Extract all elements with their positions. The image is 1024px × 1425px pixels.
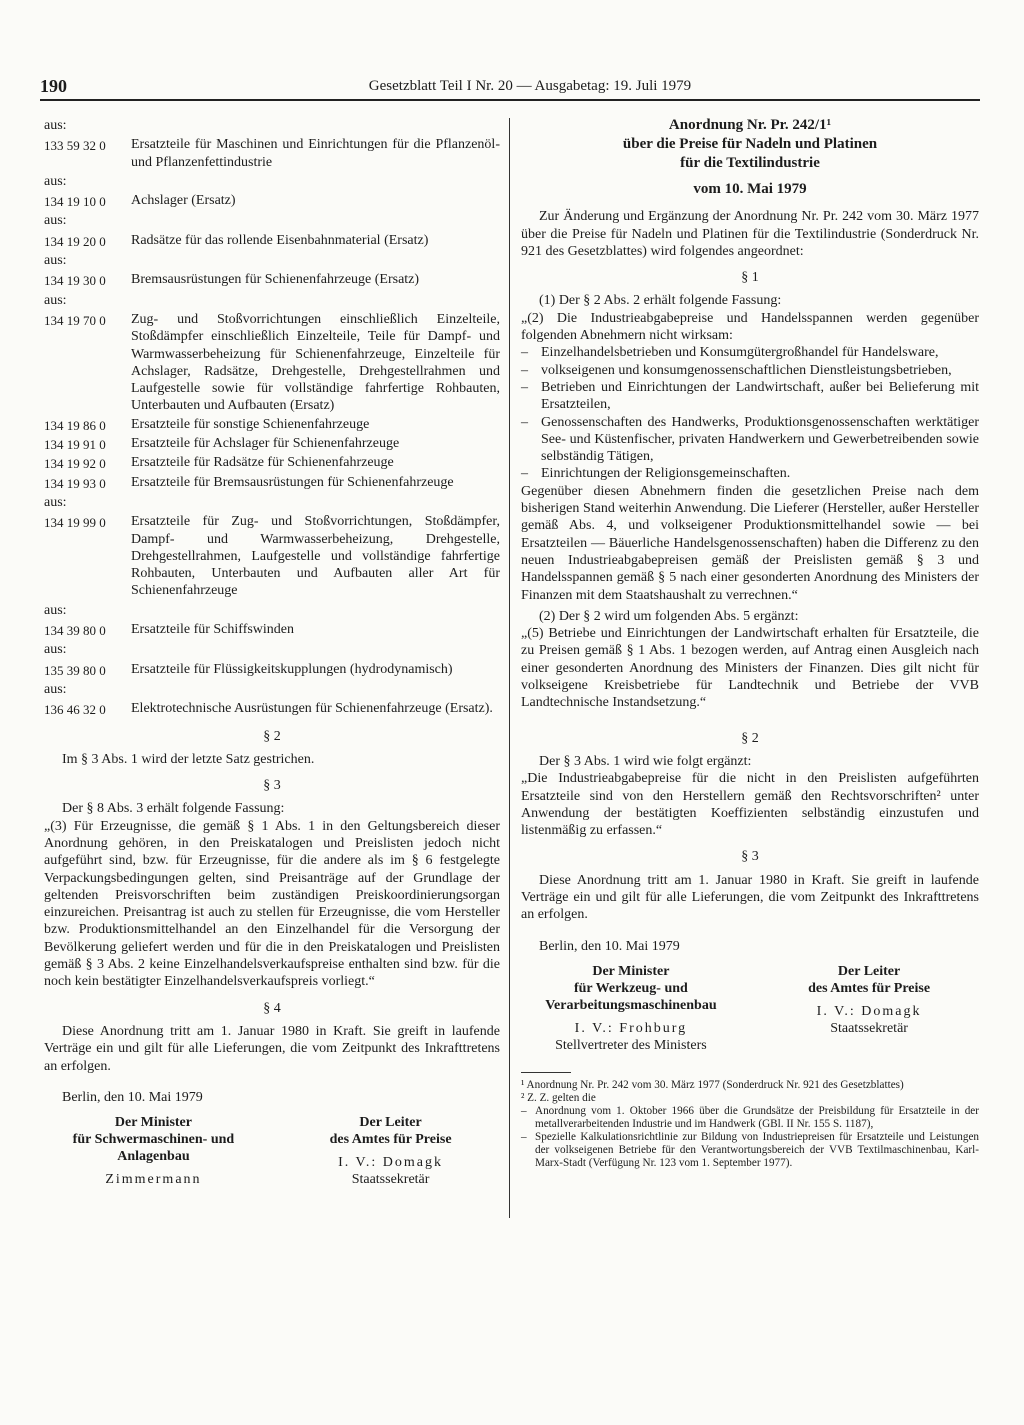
ordinance-date: vom 10. Mai 1979 (693, 181, 807, 197)
footnote-2-list (521, 1105, 979, 1170)
left-s3-heading: § 3 (263, 778, 281, 794)
footnote-item-text: Anordnung vom 1. Oktober 1966 über die Grundsätze der Preisbildung für Ersatzteile in der metallverarbeitenden Industrie und im Handwerk (GBl. II Nr. 155 S. 1187), (535, 1105, 979, 1131)
footnote-item (521, 1131, 979, 1170)
product-item (44, 136, 500, 171)
product-code: 136 46 32 0 (44, 702, 106, 718)
aus-label: aus: (44, 173, 67, 189)
left-s2-text: Im § 3 Abs. 1 wird der letzte Satz gestrichen. (62, 751, 315, 767)
right-column (521, 116, 979, 1170)
signature-title: Der Minister für Werkzeug- und Verarbeitungsmaschinenbau (545, 963, 717, 1013)
left-signatures (44, 1114, 500, 1189)
product-description: Elektrotechnische Ausrüstungen für Schienenfahrzeuge (Ersatz). (131, 701, 493, 717)
aus-label: aus: (44, 681, 67, 697)
aus-label: aus: (44, 602, 67, 618)
product-description: Ersatzteile für Radsätze für Schienenfahrzeuge (131, 455, 394, 471)
product-code: 134 19 86 0 (44, 417, 106, 433)
header-rule (40, 99, 980, 101)
column-divider (509, 118, 510, 1218)
ordinance-intro: Zur Änderung und Ergänzung der Anordnung Nr. Pr. 242 vom 30. März 1977 über die Preise für Nadeln und Platinen für die Textilindustrie (Sonderdruck Nr. 921 des Gesetzblattes) wird folgendes angeordnet: (521, 209, 979, 259)
product-item (44, 271, 500, 289)
right-signature-1 (521, 963, 741, 1055)
product-description: Ersatzteile für Maschinen und Einrichtungen für die Pflanzenöl- und Pflanzenfettindustrie (131, 137, 500, 170)
right-s2-intro: Der § 3 Abs. 1 wird wie folgt ergänzt: (539, 753, 752, 769)
dash-bullet: – (521, 345, 528, 361)
product-code: 134 19 99 0 (44, 515, 106, 531)
ordinance-title: Anordnung Nr. Pr. 242/1¹ über die Preise für Nadeln und Platinen für die Textilindustrie (622, 117, 878, 171)
dash-list-item (521, 344, 979, 361)
page-number: 190 (40, 76, 67, 96)
right-s1-quote2: „(5) Betriebe und Einrichtungen der Landwirtschaft erhalten für Ersatzteile, die zu Preisen gemäß § 1 Abs. 1 bezogen werden, auf Antrag einen Ausgleich nach einer gesonderten Anordnung des Ministers der Finanzen. Dies gilt nicht für volkseigene Kreisbetriebe für Landtechnik und Betriebe der VVB Landtechnische Instandsetzung.“ (521, 626, 979, 711)
product-list (44, 116, 500, 719)
product-description: Bremsausrüstungen für Schienenfahrzeuge (Ersatz) (131, 272, 420, 288)
dash-bullet: – (521, 379, 528, 395)
product-description: Achslager (Ersatz) (131, 193, 236, 209)
right-signature-2 (759, 963, 979, 1055)
product-description: Zug- und Stoßvorrichtungen einschließlich Einzelteile, Stoßdämpfer einschließlich Einzelteile, Teile für Dampf- und Warmwasserbeheizung für Schienenfahrzeuge, Einzelteile für Achslager, Radsätze, Drehgestelle, Drehgestellrahmen und Laufgestelle sowie für vollständige fahrfertige Rohbauten, Unterbauten und Aufbauten (Ersatz) (131, 311, 500, 414)
product-description: Radsätze für das rollende Eisenbahnmaterial (Ersatz) (131, 232, 429, 248)
aus-label: aus: (44, 253, 67, 269)
product-description: Ersatzteile für Schiffswinden (131, 622, 295, 638)
right-s1-p1: (1) Der § 2 Abs. 2 erhält folgende Fassung: (539, 293, 782, 309)
dash-bullet: – (521, 1105, 527, 1118)
dash-bullet: – (521, 1131, 527, 1144)
left-s3-intro: Der § 8 Abs. 3 erhält folgende Fassung: (62, 801, 285, 817)
product-description: Ersatzteile für sonstige Schienenfahrzeuge (131, 416, 370, 432)
product-item (44, 311, 500, 415)
product-code: 134 19 10 0 (44, 194, 106, 210)
signature-title: Der Leiter des Amtes für Preise (808, 963, 931, 996)
aus-label: aus: (44, 292, 67, 308)
dash-bullet: – (521, 362, 528, 378)
footnote-item (521, 1105, 979, 1131)
product-code: 134 19 92 0 (44, 456, 106, 472)
aus-label: aus: (44, 118, 67, 133)
footnotes (521, 1079, 979, 1170)
left-signature-1 (44, 1114, 263, 1189)
right-s1-heading: § 1 (741, 270, 759, 286)
signature-name: I. V.: Domagk (816, 1003, 922, 1019)
right-place-date: Berlin, den 10. Mai 1979 (539, 938, 680, 954)
left-signature-2 (281, 1114, 500, 1189)
product-code: 134 19 70 0 (44, 312, 106, 328)
product-item (44, 232, 500, 250)
dash-bullet: – (521, 466, 528, 482)
dash-list-item (521, 414, 979, 466)
dash-list-item (521, 362, 979, 379)
aus-label: aus: (44, 494, 67, 510)
product-item (44, 621, 500, 639)
left-column (44, 116, 500, 1189)
signature-name: I. V.: Frohburg (574, 1020, 688, 1036)
right-s2-quote: „Die Industrieabgabepreise für die nicht in den Preislisten aufgeführten Ersatzteile sind von den Herstellern gemäß den Rechtsvorschriften² unter Anwendung der bestätigten Koeffizienten selbständig einzustufen und listenmäßig zu erfassen.“ (521, 771, 979, 839)
dash-bullet: – (521, 414, 528, 430)
dash-item-text: Genossenschaften des Handwerks, Produktionsgenossenschaften werktätiger See- und Küstenfischer, privaten Handwerkern und Gewerbetreibenden sowie selbständig Tätigen, (541, 414, 979, 465)
product-code: 133 59 32 0 (44, 138, 106, 154)
footnote-2-intro: ² Z. Z. gelten die (521, 1092, 596, 1105)
right-s2-heading: § 2 (741, 730, 759, 746)
dash-item-text: volkseigenen und konsumgenossenschaftlichen Dienstleistungsbetrieben, (541, 362, 952, 378)
left-s4-heading: § 4 (263, 1000, 281, 1016)
product-description: Ersatzteile für Bremsausrüstungen für Schienenfahrzeuge (131, 474, 454, 490)
product-code: 134 19 91 0 (44, 437, 106, 453)
dash-item-text: Einrichtungen der Religionsgemeinschaften. (541, 466, 791, 482)
right-s1-p2: (2) Der § 2 wird um folgenden Abs. 5 ergänzt: (539, 608, 799, 624)
signature-title: Der Minister für Schwermaschinen- und Anlagenbau (72, 1115, 235, 1165)
dash-item-text: Betrieben und Einrichtungen der Landwirtschaft, außer bei Belieferung mit Ersatzteilen, (541, 379, 979, 413)
aus-label: aus: (44, 213, 67, 229)
header-title: Gesetzblatt Teil I Nr. 20 — Ausgabetag: 19. Juli 1979 (368, 78, 692, 94)
dash-list-item (521, 465, 979, 482)
signature-role: Stellvertreter des Ministers (555, 1038, 707, 1054)
signature-role: Staatssekretär (830, 1021, 908, 1037)
left-s2-heading: § 2 (263, 728, 281, 744)
left-s3-quote: „(3) Für Erzeugnisse, die gemäß § 1 Abs. 1 in den Geltungsbereich dieser Anordnung gehören, in den Preiskatalogen und Preislisten jedoch nicht aufgeführt sind, bzw. für Erzeugnisse, für die andere als im § 6 festgelegte Verpackungsbedingungen gelten, sind Preisanträge auf der Grundlage der geltenden Preisvorschriften beim zuständigen Preiskoordinierungsorgan einzureichen. Preisantrag ist auch zu stellen für Erzeugnisse, die vom Hersteller bzw. Produktionsmittelhandel an den Einzelhandel für die Versorgung der Bevölkerung geliefert werden und für die in den Preiskatalogen und Preislisten gemäß § 3 Abs. 2 keine Einzelhandelsverkaufspreise enthalten sind bzw. für die noch kein bestätigter Einzelhandelsverkaufspreis vorliegt.“ (44, 818, 500, 990)
product-code: 134 19 93 0 (44, 475, 106, 491)
footnote-rule (521, 1072, 571, 1073)
product-item (44, 700, 500, 718)
product-description: Ersatzteile für Zug- und Stoßvorrichtungen, Stoßdämpfer, Dampf- und Warmwasserbeheizung, Drehgestelle, Drehgestellrahmen, Laufgestelle und vollständige fahrfertige Rohbauten, Unterbauten und Aufbauten aller Art für Schienenfahrzeuge (131, 514, 500, 599)
product-item (44, 513, 500, 599)
product-item (44, 474, 500, 492)
right-s1-quote-intro: „(2) Die Industrieabgabepreise und Handelsspannen werden gegenüber folgenden Abnehmern nicht wirksam: (521, 310, 979, 344)
footnote-1: ¹ Anordnung Nr. Pr. 242 vom 30. März 1977 (Sonderdruck Nr. 921 des Gesetzblattes) (521, 1079, 904, 1092)
dash-list-item (521, 379, 979, 414)
signature-role: Staatssekretär (351, 1172, 430, 1188)
aus-label: aus: (44, 642, 67, 658)
product-code: 134 39 80 0 (44, 623, 106, 639)
right-s1-quote-end: Gegenüber diesen Abnehmern finden die gesetzlichen Preise nach dem bisherigen Stand weiterhin Anwendung. Die Lieferer (Hersteller, außer Hersteller gemäß Abs. 4, und volkseigener Produktionsmittelhandel sowie — bei Ersatzteilen — Bäuerliche Handelsgenossenschaften) haben die Differenz zu den neuen Industrieabgabepreisen gemäß der Preislisten gemäß § 3 und Handelsspannen gemäß § 5 nach einer gesonderten Anordnung des Ministers der Finanzen mit dem Staatshaushalt zu verrechnen.“ (521, 483, 979, 603)
left-place-date: Berlin, den 10. Mai 1979 (62, 1089, 203, 1105)
signature-name: Zimmermann (105, 1172, 202, 1188)
product-item (44, 416, 500, 434)
signature-name: I. V.: Domagk (338, 1155, 443, 1171)
footnote-item-text: Spezielle Kalkulationsrichtlinie zur Bildung von Industriepreisen für Ersatzteile und Leistungen der volkseigenen Betriebe für den Verantwortungsbereich der VVB Textilmaschinenbau, Karl-Marx-Stadt (Verfügung Nr. 123 vom 1. September 1977). (535, 1131, 979, 1170)
signature-title: Der Leiter des Amtes für Preise (329, 1115, 452, 1148)
left-s4-text: Diese Anordnung tritt am 1. Januar 1980 in Kraft. Sie greift in laufende Verträge ein und gilt für alle Lieferungen, die vom Zeitpunkt des Inkrafttretens an erfolgen. (44, 1023, 500, 1074)
product-code: 134 19 20 0 (44, 233, 106, 249)
product-item (44, 192, 500, 210)
product-item (44, 661, 500, 679)
product-description: Ersatzteile für Flüssigkeitskupplungen (hydrodynamisch) (131, 661, 453, 677)
right-s3-heading: § 3 (741, 849, 759, 865)
dash-item-text: Einzelhandelsbetrieben und Konsumgütergroßhandel für Handelsware, (541, 345, 939, 361)
product-item (44, 454, 500, 472)
right-signatures (521, 963, 979, 1055)
product-description: Ersatzteile für Achslager für Schienenfahrzeuge (131, 436, 400, 452)
right-s3-text: Diese Anordnung tritt am 1. Januar 1980 in Kraft. Sie greift in laufende Verträge ein und gilt für alle Lieferungen, die vom Zeitpunkt des Inkrafttretens an erfolgen. (521, 872, 979, 923)
page-header (40, 76, 980, 98)
product-code: 135 39 80 0 (44, 662, 106, 678)
product-code: 134 19 30 0 (44, 273, 106, 289)
product-item (44, 435, 500, 453)
customer-dash-list (521, 344, 979, 482)
